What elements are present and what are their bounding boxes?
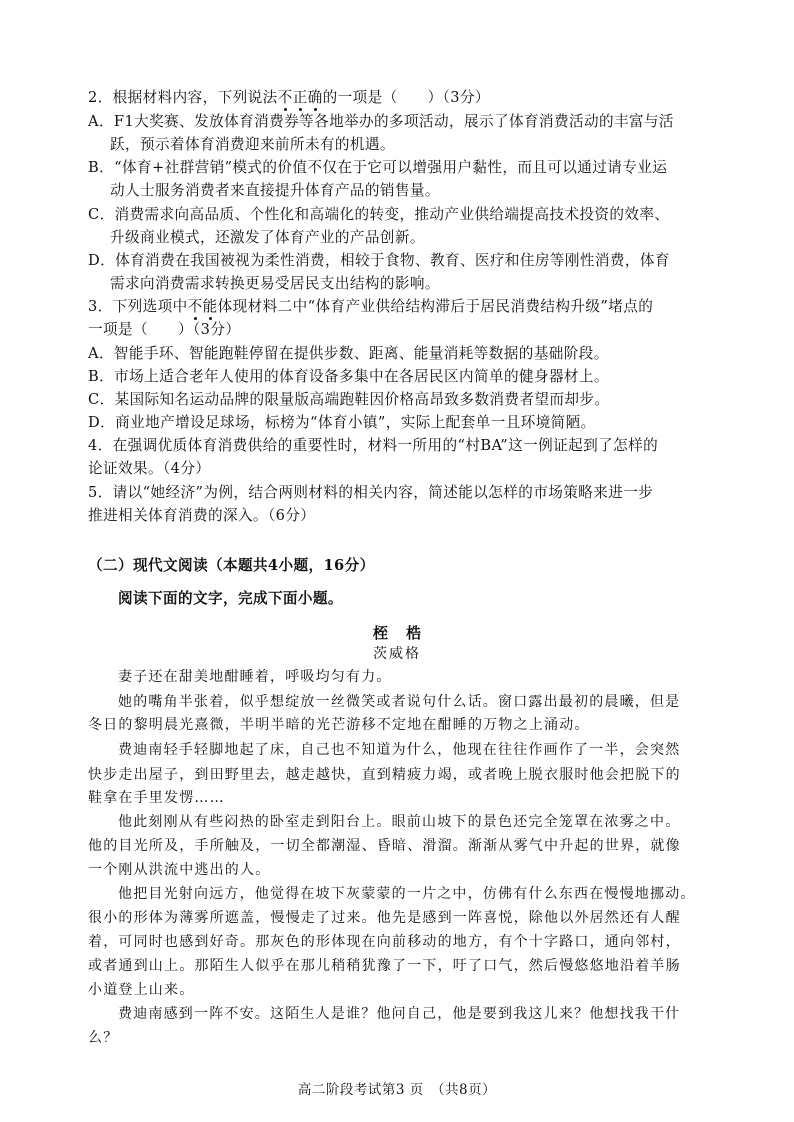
passage-line: 快步走出屋子，到田野里去，越走越快，直到精疲力竭，或者晚上脱衣服时他会把脱下的 [88, 767, 681, 783]
question-2-option-b-cont: 动人士服务消费者来直接提升体育产品的销售量。 [110, 182, 440, 199]
passage-line: 他把目光射向远方，他觉得在坡下灰蒙蒙的一片之中，仿佛有什么东西在慢慢地挪动。 [118, 886, 696, 902]
question-2-option-b: B．“体育+社群营销”模式的价值不仅在于它可以增强用户黏性，而且可以通过请专业运 [88, 159, 668, 176]
question-2-option-c: C．消费需求向高品质、个性化和高端化的转变，推动产业供给端提高技术投资的效率、 [88, 206, 670, 223]
question-2-option-a-cont: 跃，预示着体育消费迎来前所未有的机遇。 [110, 136, 395, 153]
question-3-option-a: A．智能手环、智能跑鞋停留在提供步数、距离、能量消耗等数据的基础阶段。 [88, 345, 609, 362]
passage-line: 一个刚从洪流中逃出的人。 [88, 862, 271, 878]
question-2-option-d: D．体育消费在我国被视为柔性消费，相较于食物、教育、医疗和住房等刚性消费，体育 [88, 252, 670, 269]
question-4-stem: 4．在强调优质体育消费供给的重要性时，材料一所用的“村BA”这一例证起到了怎样的 [88, 437, 659, 454]
question-4-stem-cont: 论证效果。（4分） [88, 460, 211, 477]
emphasis-mark: 不能 [188, 298, 218, 315]
question-5-stem-cont: 推进相关体育消费的深入。（6分） [88, 507, 316, 524]
section-heading: （二）现代文阅读（本题共4小题，16分） [88, 557, 375, 574]
passage-line: 么？ [88, 1030, 119, 1046]
question-3-stem: 3．下列选项中不能 体现材料二中“体育产业供给结构滞后于居民消费结构升级”堵点的 [88, 297, 653, 317]
question-2-option-d-cont: 需求向消费需求转换更易受居民支出结构的影响。 [110, 275, 440, 292]
question-2-stem: 2．根据材料内容，下列说法不正确 的一项是（ ）（3分） [88, 88, 490, 108]
passage-line: 很小的形体为薄雾所遮盖，慢慢走了过来。他先是感到一阵喜悦，除他以外居然还有人醒 [88, 910, 681, 926]
passage-line: 鞋拿在手里发愣…… [88, 790, 225, 806]
passage-line: 他此刻刚从有些闷热的卧室走到阳台上。眼前山坡下的景色还完全笼罩在浓雾之中。 [118, 814, 681, 830]
passage-line: 着，可同时也感到好奇。那灰色的形体现在向前移动的地方，有个十字路口，通向邻村， [88, 934, 681, 950]
question-2-option-a: A．F1大奖赛、发放体育消费券等各地举办的多项活动，展示了体育消费活动的丰富与活 [88, 113, 674, 130]
question-3-option-c: C．某国际知名运动品牌的限量版高端跑鞋因价格高昂致多数消费者望而却步。 [88, 391, 610, 408]
passage-line: 费迪南轻手轻脚地起了床，自己也不知道为什么，他现在往往作画作了一半，会突然 [118, 742, 681, 758]
passage-line: 费迪南感到一阵不安。这陌生人是谁？他问自己，他是要到我这儿来？他想找我干什 [118, 1006, 681, 1022]
page-footer: 高二阶段考试第3 页 （共8页） [297, 1082, 497, 1098]
passage-line: 冬日的黎明晨光熹微，半明半暗的光芒游移不定地在酣睡的万物之上涌动。 [88, 717, 590, 733]
passage-line: 她的嘴角半张着，似乎想绽放一丝微笑或者说句什么话。窗口露出最初的晨曦，但是 [118, 694, 681, 710]
passage-line: 或者通到山上。那陌生人似乎在那儿稍稍犹豫了一下，吁了口气，然后慢悠悠地沿着羊肠 [88, 958, 681, 974]
question-3-stem-cont: 一项是（ ）（3分） [88, 321, 241, 338]
section-instruction: 阅读下面的文字，完成下面小题。 [118, 590, 343, 607]
passage-line: 他的目光所及，手所触及，一切全都潮湿、昏暗、滑溜。渐渐从雾气中升起的世界，就像 [88, 838, 681, 854]
passage-line: 小道登上山来。 [88, 982, 195, 998]
passage-line: 妻子还在甜美地酣睡着，呼吸均匀有力。 [118, 669, 392, 685]
question-2-option-c-cont: 升级商业模式，还激发了体育产业的产品创新。 [110, 229, 425, 246]
question-5-stem: 5．请以“她经济”为例，结合两则材料的相关内容，简述能以怎样的市场策略来进一步 [88, 484, 654, 501]
emphasis-mark: 不正确 [278, 89, 323, 106]
passage-author: 茨威格 [373, 646, 421, 662]
question-3-option-d: D．商业地产增设足球场，标榜为“体育小镇”，实际上配套单一且环境简陋。 [88, 414, 596, 431]
question-3-option-b: B．市场上适合老年人使用的体育设备多集中在各居民区内简单的健身器材上。 [88, 368, 609, 385]
passage-title: 桎梏 [372, 624, 439, 642]
